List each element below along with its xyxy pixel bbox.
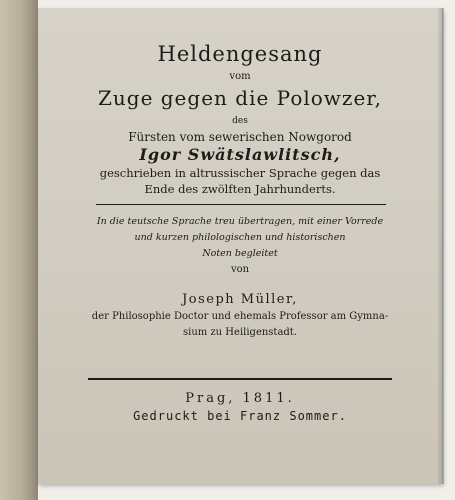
book-spine-edge	[0, 0, 38, 500]
title-subject: Zuge gegen die Polowzer,	[97, 86, 383, 110]
imprint-rule	[88, 378, 392, 380]
title-fuersten: Fürsten vom sewerischen Nowgorod	[128, 130, 352, 144]
divider-rule	[96, 204, 386, 205]
imprint-printer: Gedruckt bei Franz Sommer.	[133, 409, 347, 423]
translated-line-1: In die teutsche Sprache treu übertragen, mit einer Vorrede	[96, 216, 384, 227]
title-des: des	[232, 116, 248, 126]
author-desc-2: sium zu Heiligenstadt.	[182, 327, 298, 338]
imprint-place-year: Prag, 1811.	[185, 391, 295, 406]
written-line-2: Ende des zwölften Jahrhunderts.	[144, 182, 336, 196]
book-title: Heldengesang	[157, 42, 323, 66]
written-line-1: geschrieben in altrussischer Sprache gegen das	[99, 166, 381, 180]
title-vom: vom	[229, 71, 251, 82]
author-name: Joseph Müller,	[182, 292, 298, 307]
translated-line-2: und kurzen philologischen und historischen	[134, 232, 346, 243]
author-desc-1: der Philosophie Doctor und ehemals Professor am Gymna-	[91, 311, 389, 322]
title-prince-name: Igor Swätslawlitsch,	[139, 145, 341, 164]
translated-line-3: Noten begleitet	[202, 248, 278, 259]
von-line: von	[230, 264, 250, 275]
title-page	[38, 8, 443, 484]
